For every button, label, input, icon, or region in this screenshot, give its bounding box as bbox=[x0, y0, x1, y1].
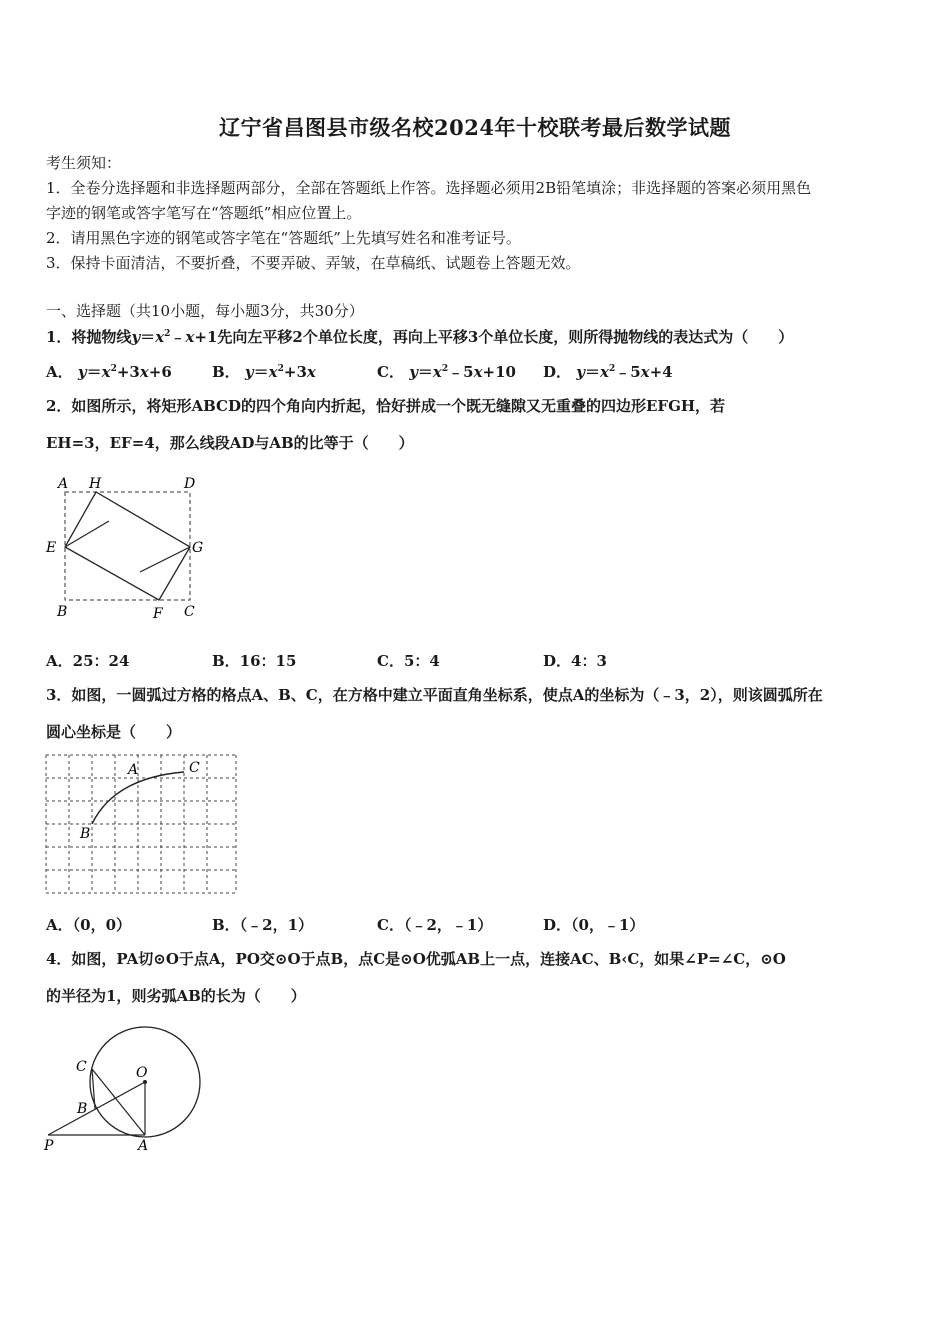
label-h: H bbox=[89, 476, 102, 492]
label-b: B bbox=[77, 1101, 88, 1117]
label-b: B bbox=[80, 826, 91, 842]
label-p: P bbox=[44, 1138, 54, 1154]
label-a: A bbox=[58, 476, 69, 492]
label-c: C bbox=[184, 604, 195, 620]
label-d: D bbox=[184, 476, 196, 492]
label-c: C bbox=[189, 760, 200, 776]
quadrilateral-efgh bbox=[65, 492, 190, 600]
q3-option-a: A．（0，0） bbox=[46, 916, 132, 934]
notice-heading: 考生须知： bbox=[46, 154, 122, 172]
label-a: A bbox=[138, 1138, 149, 1154]
q3-line-1: 3．如图，一圆弧过方格的格点A、B、C，在方格中建立平面直角坐标系，使点A的坐标为（﹣3，2），则该圆弧所在 bbox=[46, 686, 823, 704]
label-e: E bbox=[46, 540, 57, 556]
label-c: C bbox=[76, 1059, 87, 1075]
q3-figure bbox=[44, 752, 240, 898]
label-f: F bbox=[153, 606, 163, 622]
page-title: 辽宁省昌图县市级名校2024年十校联考最后数学试题 bbox=[219, 115, 731, 140]
q1-option-d: D． $y=x^2﹣5x+4$ bbox=[543, 363, 673, 381]
q3-line-2: 圆心坐标是（ ） bbox=[46, 723, 182, 741]
label-b: B bbox=[57, 604, 68, 620]
q2-figure bbox=[40, 470, 210, 625]
q3-option-d: D．（0，﹣1） bbox=[543, 916, 645, 934]
q1-post: 先向左平移2个单位长度，再向上平移3个单位长度，则所得抛物线的表达式为（ ） bbox=[217, 328, 794, 346]
q1-option-a: A． $y=x^2+3x+6$ bbox=[46, 363, 172, 381]
label-o: O bbox=[136, 1065, 148, 1081]
q4-figure bbox=[40, 1020, 210, 1160]
q2-option-a: A．25：24 bbox=[46, 652, 130, 670]
q1-option-b: B． $y=x^2+3x$ bbox=[212, 363, 316, 381]
q4-line-1: 4．如图，PA切⊙O于点A，PO交⊙O于点B，点C是⊙O优弧AB上一点，连接AC、B‹C，如果∠P=∠C，⊙O bbox=[46, 950, 786, 968]
q2-line-1: 2．如图所示，将矩形ABCD的四个角向内折起，恰好拼成一个既无缝隙又无重叠的四边形EFGH，若 bbox=[46, 397, 726, 415]
q4-line-2: 的半径为1，则劣弧AB的长为（ ） bbox=[46, 987, 306, 1005]
section-heading: 一、选择题（共10小题，每小题3分，共30分） bbox=[46, 302, 364, 320]
grid bbox=[46, 755, 236, 893]
q3-option-c: C．（﹣2，﹣1） bbox=[377, 916, 493, 934]
q1-pre: 1．将抛物线 bbox=[46, 328, 132, 346]
notice-item-1b: 字迹的钢笔或答字笔写在“答题纸”相应位置上。 bbox=[46, 204, 362, 222]
question-1 bbox=[46, 326, 793, 347]
notice-item-2: 2．请用黑色字迹的钢笔或答字笔在“答题纸”上先填写姓名和准考证号。 bbox=[46, 229, 521, 247]
rectangle-abcd bbox=[65, 492, 190, 600]
q3-option-b: B．（﹣2，1） bbox=[212, 916, 314, 934]
q2-option-b: B．16：15 bbox=[212, 652, 297, 670]
line-po bbox=[48, 1082, 145, 1135]
notice-item-3: 3．保持卡面清洁，不要折叠，不要弄破、弄皱，在草稿纸、试题卷上答题无效。 bbox=[46, 254, 581, 272]
q2-line-2: EH=3，EF=4，那么线段AD与AB的比等于（ ） bbox=[46, 434, 414, 452]
notice-item-1a: 1．全卷分选择题和非选择题两部分，全部在答题纸上作答。选择题必须用2B铅笔填涂；非选择题的答案必须用黑色 bbox=[46, 179, 812, 197]
q2-option-c: C．5：4 bbox=[377, 652, 440, 670]
label-g: G bbox=[192, 540, 204, 556]
q1-formula: $y=x^2﹣x+1$ bbox=[131, 328, 218, 346]
q1-option-c: C． $y=x^2﹣5x+10$ bbox=[377, 363, 516, 381]
q2-option-d: D．4：3 bbox=[543, 652, 607, 670]
label-a: A bbox=[128, 762, 139, 778]
